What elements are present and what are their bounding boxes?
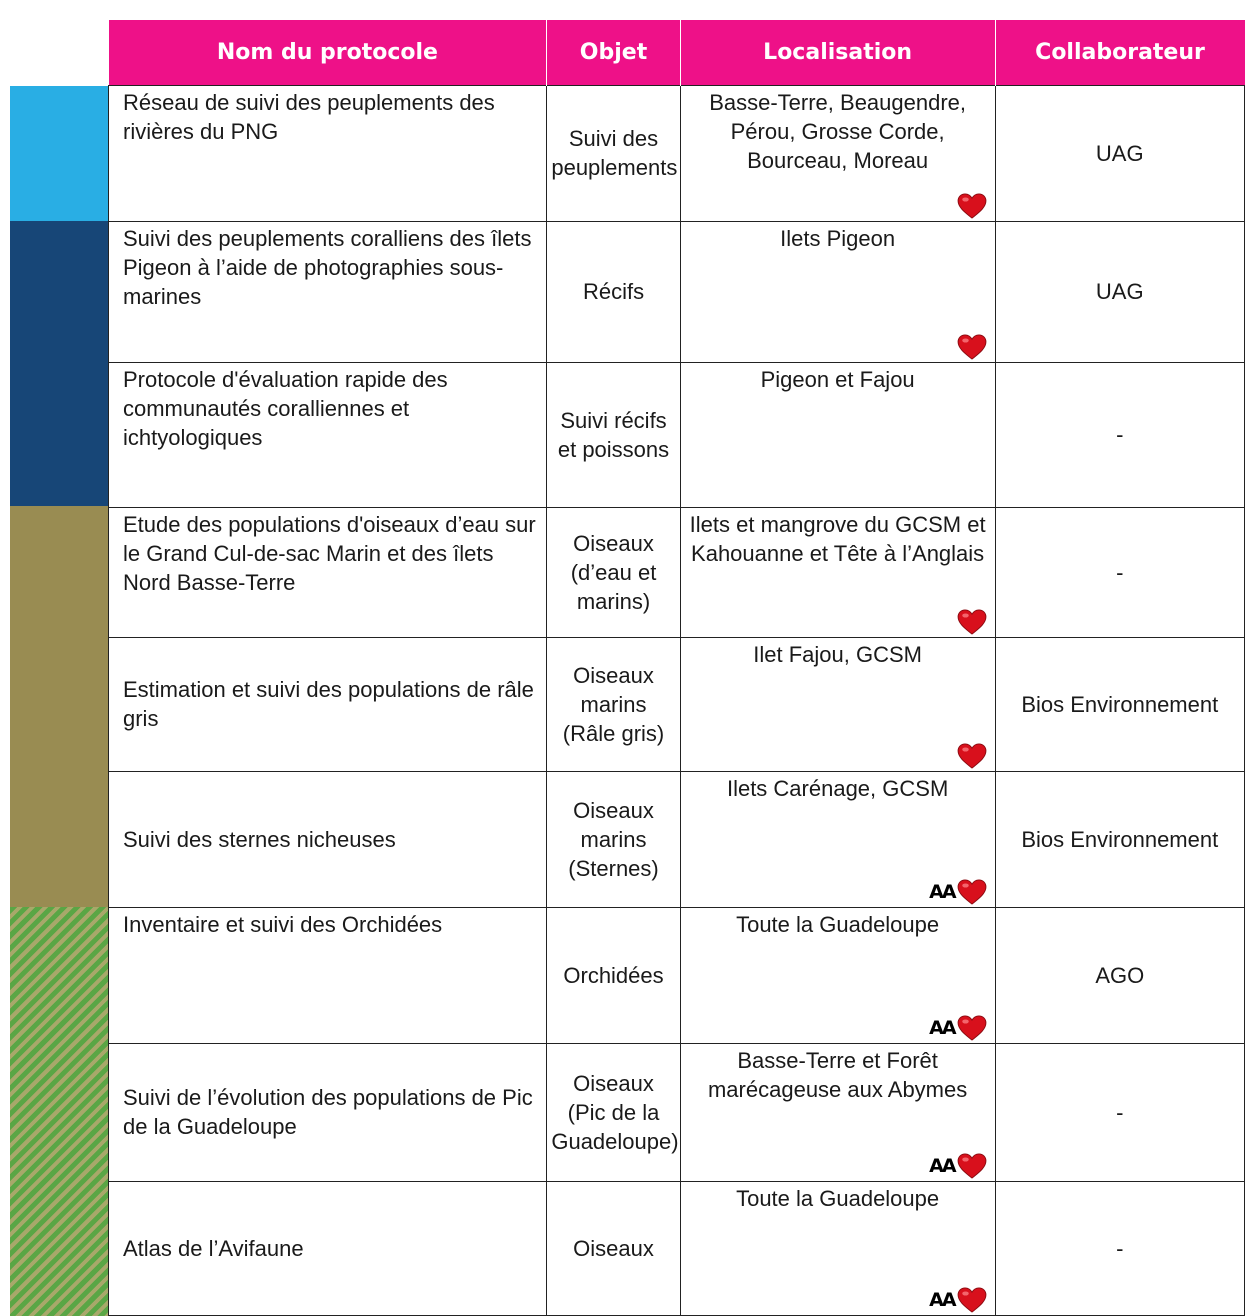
location-cell [680, 637, 995, 771]
collaborator-cell: - [995, 507, 1244, 637]
badges [929, 1287, 986, 1313]
protocol-cell: Atlas de l’Avifaune [109, 1181, 547, 1315]
collaborator-cell: UAG [995, 221, 1244, 362]
badges [957, 609, 987, 635]
table-row [109, 362, 1245, 507]
collaborator-cell: - [995, 362, 1244, 507]
location-cell [680, 221, 995, 362]
location-text: Ilets Carénage, GCSM [726, 775, 949, 801]
table-row [109, 637, 1245, 771]
collaborator-cell: AGO [995, 907, 1244, 1043]
table-row [109, 907, 1245, 1043]
location-cell [680, 771, 995, 907]
location-text: Ilets Pigeon [780, 225, 896, 251]
table-row [109, 1181, 1245, 1315]
protocol-cell: Protocole d'évaluation rapide des communautés coralliennes et ichtyologiques [109, 362, 547, 507]
header-collaborator: Collaborateur [995, 20, 1244, 85]
protocol-cell: Suivi de l’évolution des populations de Pic de la Guadeloupe [109, 1043, 547, 1181]
heart-icon [957, 1015, 987, 1041]
heart-icon [957, 743, 987, 769]
header-location: Localisation [680, 20, 995, 85]
table-row [109, 507, 1245, 637]
object-cell: Oiseaux [547, 1181, 680, 1315]
category-band-birds [10, 506, 109, 907]
location-text: Ilet Fajou, GCSM [753, 641, 922, 667]
badges [957, 743, 987, 769]
heart-icon [957, 1153, 987, 1179]
location-cell [680, 1181, 995, 1315]
object-cell: Oiseaux marins (Râle gris) [547, 637, 680, 771]
location-cell [680, 1043, 995, 1181]
location-cell [680, 85, 995, 221]
object-cell: Suivi des peuplements [547, 85, 680, 221]
protocol-cell: Inventaire et suivi des Orchidées [109, 907, 547, 1043]
header-object: Objet [547, 20, 680, 85]
object-cell: Orchidées [547, 907, 680, 1043]
collaborator-cell: - [995, 1181, 1244, 1315]
badges [957, 193, 987, 219]
category-band-terrestrial [10, 907, 109, 1316]
location-text: Pigeon et Fajou [760, 366, 915, 392]
badges [957, 334, 987, 360]
object-cell: Récifs [547, 221, 680, 362]
aa-label: AA [929, 880, 955, 903]
badges [929, 1015, 986, 1041]
object-cell: Oiseaux marins (Sternes) [547, 771, 680, 907]
object-cell: Oiseaux (d’eau et marins) [547, 507, 680, 637]
protocol-cell: Réseau de suivi des peuplements des rivières du PNG [109, 85, 547, 221]
location-cell [680, 907, 995, 1043]
heart-icon [957, 879, 987, 905]
badges [929, 1153, 986, 1179]
protocol-table [108, 20, 1245, 1316]
aa-label: AA [929, 1016, 955, 1039]
location-text: Ilets et mangrove du GCSM et Kahouanne et Tête à l’Anglais [689, 511, 986, 566]
location-text: Toute la Guadeloupe [736, 911, 940, 937]
protocol-cell: Estimation et suivi des populations de râle gris [109, 637, 547, 771]
protocol-cell: Suivi des sternes nicheuses [109, 771, 547, 907]
table-row [109, 85, 1245, 221]
badges [929, 879, 986, 905]
location-text: Basse-Terre et Forêt marécageuse aux Abymes [707, 1047, 968, 1102]
object-cell: Suivi récifs et poissons [547, 362, 680, 507]
protocol-cell: Suivi des peuplements coralliens des îlets Pigeon à l’aide de photographies sous-marines [109, 221, 547, 362]
heart-icon [957, 1287, 987, 1313]
collaborator-cell: Bios Environnement [995, 771, 1244, 907]
collaborator-cell: Bios Environnement [995, 637, 1244, 771]
header-protocol: Nom du protocole [109, 20, 547, 85]
collaborator-cell: UAG [995, 85, 1244, 221]
aa-label: AA [929, 1154, 955, 1177]
heart-icon [957, 334, 987, 360]
heart-icon [957, 609, 987, 635]
location-cell [680, 507, 995, 637]
collaborator-cell: - [995, 1043, 1244, 1181]
object-cell: Oiseaux (Pic de la Guadeloupe) [547, 1043, 680, 1181]
heart-icon [957, 193, 987, 219]
location-text: Toute la Guadeloupe [736, 1185, 940, 1211]
table-row [109, 221, 1245, 362]
aa-label: AA [929, 1288, 955, 1311]
category-band-marine [10, 221, 109, 506]
location-cell [680, 362, 995, 507]
location-text: Basse-Terre, Beaugendre, Pérou, Grosse Corde, Bourceau, Moreau [709, 89, 967, 173]
table-row [109, 1043, 1245, 1181]
header-row [109, 20, 1245, 85]
category-band-freshwater [10, 86, 109, 221]
protocol-cell: Etude des populations d'oiseaux d’eau sur le Grand Cul-de-sac Marin et des îlets Nord Basse-Terre [109, 507, 547, 637]
table-row [109, 771, 1245, 907]
